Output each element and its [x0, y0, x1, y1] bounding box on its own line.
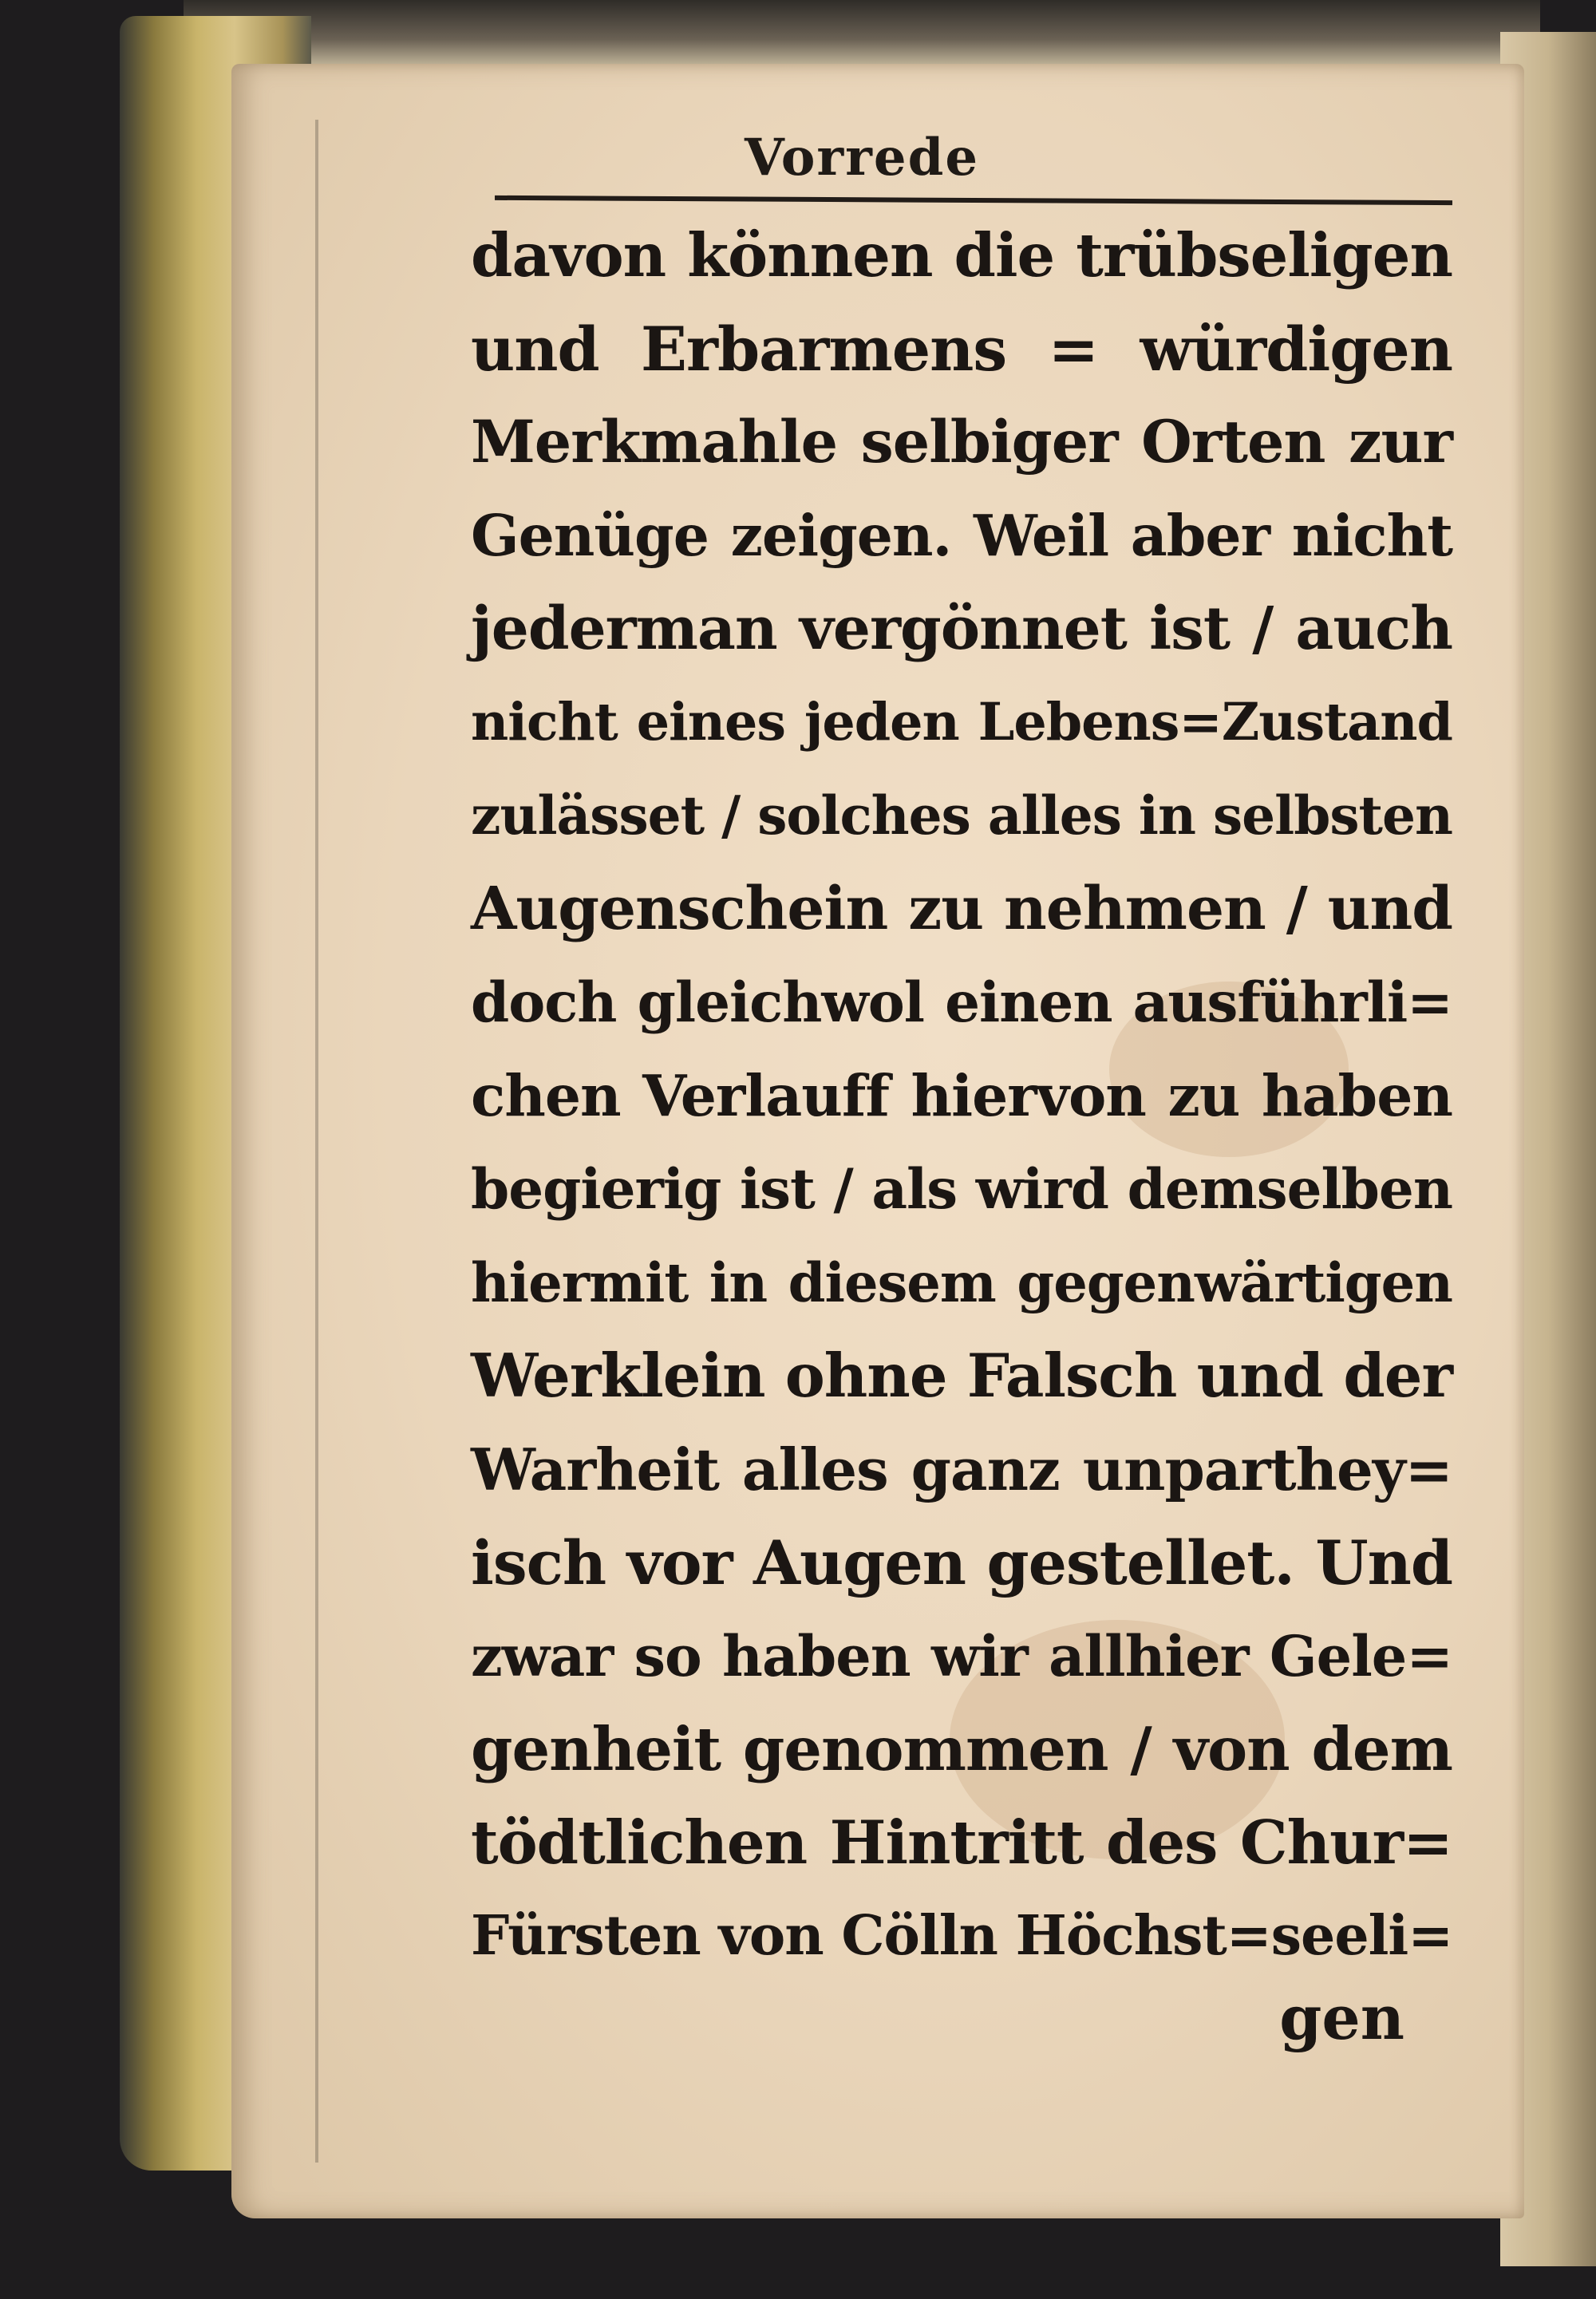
text-line: und Erbarmens = würdigen — [471, 314, 1452, 385]
text-line: davon können die trübseligen — [471, 220, 1452, 290]
text-line: jederman vergönnet ist / auch — [471, 595, 1452, 663]
text-line: Warheit alles ganz unparthey= — [471, 1436, 1452, 1503]
text-line: tödtlichen Hintritt des Chur= — [471, 1807, 1452, 1878]
text-line: Genüge zeigen. Weil aber nicht — [471, 502, 1452, 569]
text-line: Werklein ohne Falsch und der — [471, 1341, 1452, 1411]
running-head: Vorrede — [744, 128, 980, 188]
text-line: nicht eines jeden Lebens=Zustand — [471, 692, 1452, 753]
text-line: zwar so haben wir allhier Gele= — [471, 1623, 1452, 1689]
text-line: Fürsten von Cölln Höchst=seeli= — [471, 1904, 1453, 1968]
gutter-line — [315, 120, 318, 2163]
catchword: gen — [1279, 1982, 1404, 2053]
text-line: chen Verlauff hiervon zu haben — [471, 1062, 1452, 1129]
text-line: Augenschein zu nehmen / und — [471, 875, 1452, 943]
text-line: doch gleichwol einen ausführli= — [471, 970, 1452, 1035]
text-line: genheit genommen / von dem — [471, 1714, 1452, 1784]
text-block — [471, 209, 1452, 1983]
text-line: Merkmahle selbiger Orten zur — [471, 408, 1452, 476]
text-line: hiermit in diesem gegenwärtigen — [471, 1251, 1452, 1314]
text-line: zulässet / solches alles in selbsten — [471, 784, 1452, 847]
text-line: isch vor Augen gestellet. Und — [471, 1527, 1452, 1598]
text-line: begierig ist / als wird demselben — [471, 1157, 1452, 1222]
